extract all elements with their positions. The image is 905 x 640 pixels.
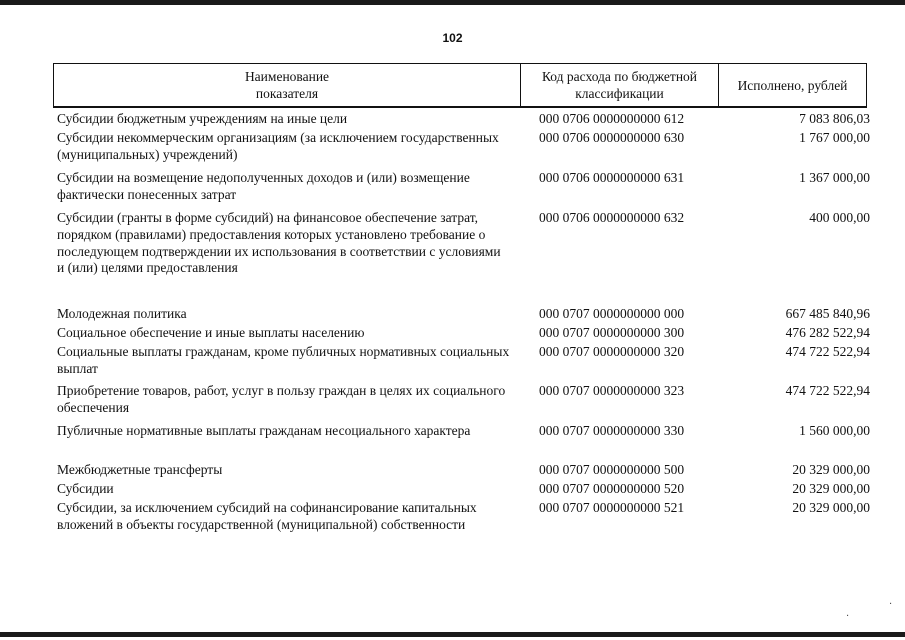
row-code: 000 0707 0000000000 300	[539, 325, 685, 340]
row-name: Межбюджетные трансферты	[57, 462, 223, 477]
row-name: Субсидии бюджетным учреждениям на иные цели	[57, 111, 348, 126]
row-name: Публичные нормативные выплаты гражданам несоциального характера	[57, 423, 471, 438]
table-header	[53, 63, 867, 108]
header-code-line1: Код расхода по бюджетной	[541, 69, 698, 84]
header-executed-label: Исполнено, рублей	[737, 77, 848, 93]
header-code-column	[521, 64, 719, 106]
row-name: Субсидии	[57, 481, 114, 496]
header-code-line2: классификации	[575, 86, 664, 101]
table-row	[53, 210, 870, 306]
header-executed-column	[719, 64, 866, 106]
table-row	[53, 170, 870, 210]
row-name: Субсидии на возмещение недополученных доходов и (или) возмещение фактически понесенных затрат	[57, 170, 470, 202]
row-code: 000 0706 0000000000 631	[539, 170, 685, 185]
row-code: 000 0706 0000000000 630	[539, 130, 685, 145]
row-name: Субсидии некоммерческим организациям (за исключением государственных (муниципальных) учреждений)	[57, 130, 499, 162]
table-row	[53, 344, 870, 383]
table-row	[53, 306, 870, 325]
scan-speck: .	[889, 596, 893, 607]
row-code: 000 0707 0000000000 330	[539, 423, 685, 438]
table-row	[53, 481, 870, 500]
page-number: 102	[442, 31, 463, 45]
row-code: 000 0707 0000000000 323	[539, 383, 685, 398]
table-row	[53, 383, 870, 423]
row-value: 474 722 522,94	[785, 383, 870, 398]
header-name-line2: показателя	[255, 86, 319, 101]
scan-speck: .	[846, 608, 850, 619]
table-row	[53, 111, 870, 130]
table-row	[53, 423, 870, 462]
row-code: 000 0706 0000000000 612	[539, 111, 685, 126]
row-value: 400 000,00	[809, 210, 870, 225]
row-code: 000 0707 0000000000 000	[539, 306, 685, 321]
row-value: 667 485 840,96	[785, 306, 870, 321]
row-name: Субсидии (гранты в форме субсидий) на финансовое обеспечение затрат, порядком (правилами) предоставления которых установлено требование о последующем подтверждении их использования в соответствии с условиями и (или) целями предоставления	[57, 210, 501, 276]
row-code: 000 0707 0000000000 500	[539, 462, 685, 477]
scan-top-border	[0, 0, 905, 5]
row-name: Субсидии, за исключением субсидий на софинансирование капитальных вложений в объекты государственной (муниципальной) собственности	[57, 500, 477, 532]
row-value: 20 329 000,00	[792, 481, 870, 496]
row-value: 474 722 522,94	[785, 344, 870, 359]
row-value: 20 329 000,00	[792, 500, 870, 515]
row-value: 1 560 000,00	[799, 423, 870, 438]
header-name-column	[54, 64, 521, 106]
row-value: 20 329 000,00	[792, 462, 870, 477]
row-name: Молодежная политика	[57, 306, 187, 321]
table-row	[53, 500, 870, 558]
scan-bottom-border	[0, 632, 905, 637]
row-code: 000 0707 0000000000 320	[539, 344, 685, 359]
header-name-line1: Наименование	[244, 69, 330, 84]
table-row	[53, 130, 870, 170]
row-name: Социальные выплаты гражданам, кроме публичных нормативных социальных выплат	[57, 344, 510, 376]
row-value: 7 083 806,03	[799, 111, 870, 126]
table-row	[53, 462, 870, 481]
row-name: Приобретение товаров, работ, услуг в пользу граждан в целях их социального обеспечения	[57, 383, 506, 415]
row-value: 1 367 000,00	[799, 170, 870, 185]
row-value: 476 282 522,94	[785, 325, 870, 340]
row-code: 000 0706 0000000000 632	[539, 210, 685, 225]
table-body	[53, 111, 870, 558]
row-value: 1 767 000,00	[799, 130, 870, 145]
row-name: Социальное обеспечение и иные выплаты населению	[57, 325, 365, 340]
row-code: 000 0707 0000000000 521	[539, 500, 685, 515]
table-row	[53, 325, 870, 344]
row-code: 000 0707 0000000000 520	[539, 481, 685, 496]
